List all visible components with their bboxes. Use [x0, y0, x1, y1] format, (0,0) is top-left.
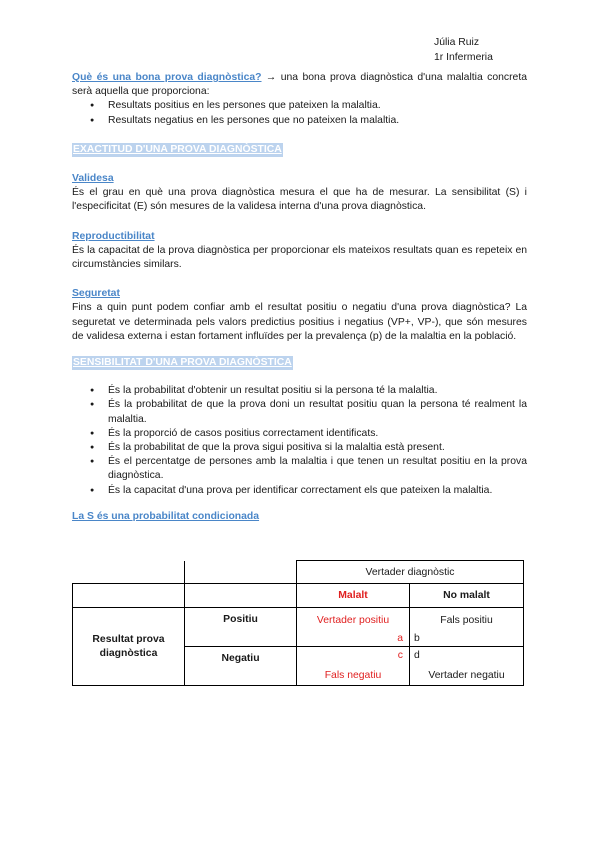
list-item: ● És el percentatge de persones amb la malaltia i que tenen un resultat positiu en la prova diagnòstica.: [108, 455, 527, 483]
reproductibilitat-block: [72, 230, 527, 273]
intro-paragraph: [72, 71, 527, 99]
section-heading-sensibilitat: SENSIBILITAT D'UNA PROVA DIAGNÒSTICA: [72, 356, 293, 370]
cell-a-text: Vertader positiu: [316, 615, 390, 626]
author-name: Júlia Ruiz: [434, 37, 480, 48]
cell-d-letter: d: [414, 650, 420, 661]
document-body: [72, 71, 527, 524]
seguretat-block: [72, 287, 527, 344]
list-item: ● Resultats positius en les persones que pateixen la malaltia.: [108, 99, 527, 113]
table-empty-cell: [185, 584, 297, 608]
diagnostic-table: [72, 560, 524, 686]
cell-b-letter: b: [414, 633, 420, 644]
table-empty-cell: [73, 584, 185, 608]
intro-question-link[interactable]: Què és una bona prova diagnòstica?: [72, 72, 262, 83]
vertader-diagnostic-header: Vertader diagnòstic: [297, 561, 524, 584]
no-malalt-header: No malalt: [410, 584, 524, 608]
intro-bullet-list: [72, 99, 527, 127]
intro-text: → una bona prova diagnòstica d'una malaltia concreta serà aquella que proporciona:: [72, 72, 527, 98]
reproductibilitat-title: Reproductibilitat: [72, 230, 155, 242]
negatiu-label: Negatiu: [185, 647, 297, 686]
validesa-text: És el grau en què una prova diagnòstica mesura el que ha de mesurar. La sensibilitat (S) i l'especificitat (E) són mesures de la validesa interna d'una prova diagnòstica.: [72, 187, 527, 213]
conditional-probability-heading: La S és una probabilitat condicionada: [72, 510, 260, 522]
cell-c: [297, 647, 410, 686]
list-item: ● Resultats negatius en les persones que no pateixen la malaltia.: [108, 114, 527, 128]
table-empty-cell: [73, 561, 185, 584]
row-label-text: Resultat prova diagnòstica: [92, 633, 165, 659]
author-block: [434, 36, 493, 65]
section-heading-exactitud: EXACTITUD D'UNA PROVA DIAGNÒSTICA: [72, 143, 283, 157]
cell-b: [410, 608, 524, 647]
row-label-resultat: [73, 608, 185, 686]
validesa-block: [72, 172, 527, 215]
reproductibilitat-text: És la capacitat de la prova diagnòstica per proporcionar els mateixos resultats quan es repeteix en circumstàncies similars.: [72, 244, 527, 271]
list-item: ● És la probabilitat d'obtenir un resultat positiu si la persona té la malaltia.: [108, 384, 527, 398]
seguretat-text: Fins a quin punt podem confiar amb el resultat positiu o negatiu d'una prova diagnòstica? La seguretat ve determinada pels valors predictius positius i negatius (VP+, VP-), que són mesures de validesa externa i estan fortament influïdes per la prevalença (p) de la malaltia en la població.: [72, 302, 527, 342]
malalt-header: Malalt: [297, 584, 410, 608]
list-item: ● És la probabilitat de que la prova doni un resultat positiu quan la persona té realment la malaltia.: [108, 398, 527, 426]
exactitud-section: [72, 143, 527, 157]
table-empty-cell: [185, 561, 297, 584]
sensibilitat-section: [72, 356, 527, 370]
cell-c-text: Fals negatiu: [324, 670, 382, 681]
cell-a: [297, 608, 410, 647]
cell-d-text: Vertader negatiu: [428, 670, 505, 681]
course-name: 1r Infermeria: [434, 51, 493, 63]
cell-c-letter: c: [397, 650, 403, 661]
cell-b-text: Fals positiu: [440, 615, 493, 626]
validesa-title: Validesa: [72, 173, 114, 185]
sensibilitat-bullet-list: [72, 384, 527, 498]
cell-a-letter: a: [397, 633, 403, 644]
list-item: ● És la capacitat d'una prova per identificar correctament els que pateixen la malaltia.: [108, 484, 527, 498]
positiu-label: Positiu: [185, 608, 297, 647]
list-item: ● És la probabilitat de que la prova sigui positiva si la malaltia està present.: [108, 441, 527, 455]
list-item: ● És la proporció de casos positius correctament identificats.: [108, 427, 527, 441]
cell-d: [410, 647, 524, 686]
seguretat-title: Seguretat: [72, 288, 120, 300]
